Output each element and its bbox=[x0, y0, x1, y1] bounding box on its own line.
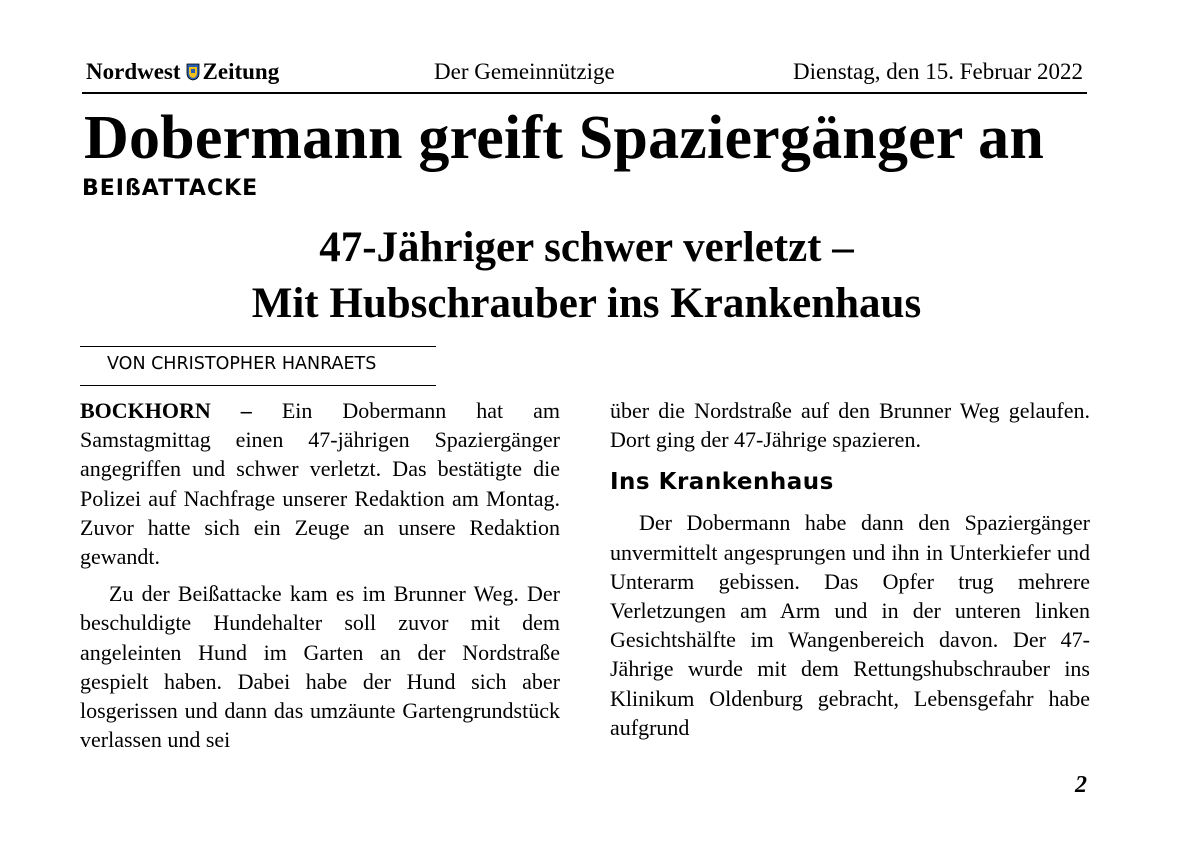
paper-subtitle: Der Gemeinnützige bbox=[434, 59, 615, 84]
byline bbox=[80, 346, 436, 386]
headline: Dobermann greift Spaziergänger an bbox=[84, 104, 1045, 172]
paragraph-1 bbox=[80, 396, 560, 571]
article-column-right bbox=[610, 396, 1090, 742]
paper-name-part2: Zeitung bbox=[202, 59, 280, 84]
section-heading: Ins Krankenhaus bbox=[610, 469, 834, 496]
paragraph-2-continued: über die Nordstraße auf den Brunner Weg gelaufen. Dort ging der 47-Jährige spazieren. bbox=[610, 398, 1090, 453]
subheadline-line2: Mit Hubschrauber ins Krankenhaus bbox=[251, 280, 922, 327]
byline-text: VON CHRISTOPHER HANRAETS bbox=[107, 354, 377, 374]
paragraph-1-body: Ein Dobermann hat am Samstagmittag einen 47-jährigen Spaziergänger angegriffen und schwer verletzt. Das bestätigte die Polizei auf Nachfrage unserer Redaktion am Montag. Zuvor hatte sich ein Zeuge an unsere Redaktion gewandt. bbox=[80, 398, 560, 570]
subheadline-line1: 47-Jähriger schwer verletzt – bbox=[319, 224, 854, 271]
subheadline bbox=[84, 220, 1089, 332]
dateline: BOCKHORN – bbox=[80, 398, 252, 423]
paragraph-2: Zu der Beißattacke kam es im Brunner Weg. Der beschuldigte Hundehalter soll zuvor mit dem angeleinten Hund im Garten an der Nordstraße gespielt haben. Dabei habe der Hund sich aber losgerissen und dann das umzäunte Gartengrundstück verlassen und sei bbox=[80, 581, 560, 753]
issue-date: Dienstag, den 15. Februar 2022 bbox=[793, 59, 1083, 84]
kicker: BEIßATTACKE bbox=[82, 176, 259, 201]
article-column-left bbox=[80, 396, 560, 754]
masthead bbox=[82, 56, 1087, 94]
paper-name-part1: Nordwest bbox=[86, 59, 181, 84]
paragraph-3: Der Dobermann habe dann den Spaziergänger unvermittelt angesprungen und ihn in Unterkiefer und Unterarm gebissen. Das Opfer trug mehrere Verletzungen am Arm und in der unteren linken Gesichtshälfte im Wangenbereich davon. Der 47-Jährige wurde mit dem Rettungshubschrauber ins Klinikum Oldenburg gebracht, Lebensgefahr habe aufgrund bbox=[610, 510, 1090, 740]
paper-name bbox=[86, 59, 279, 85]
page-number: 2 bbox=[1075, 772, 1087, 798]
coat-of-arms-icon bbox=[186, 63, 200, 81]
